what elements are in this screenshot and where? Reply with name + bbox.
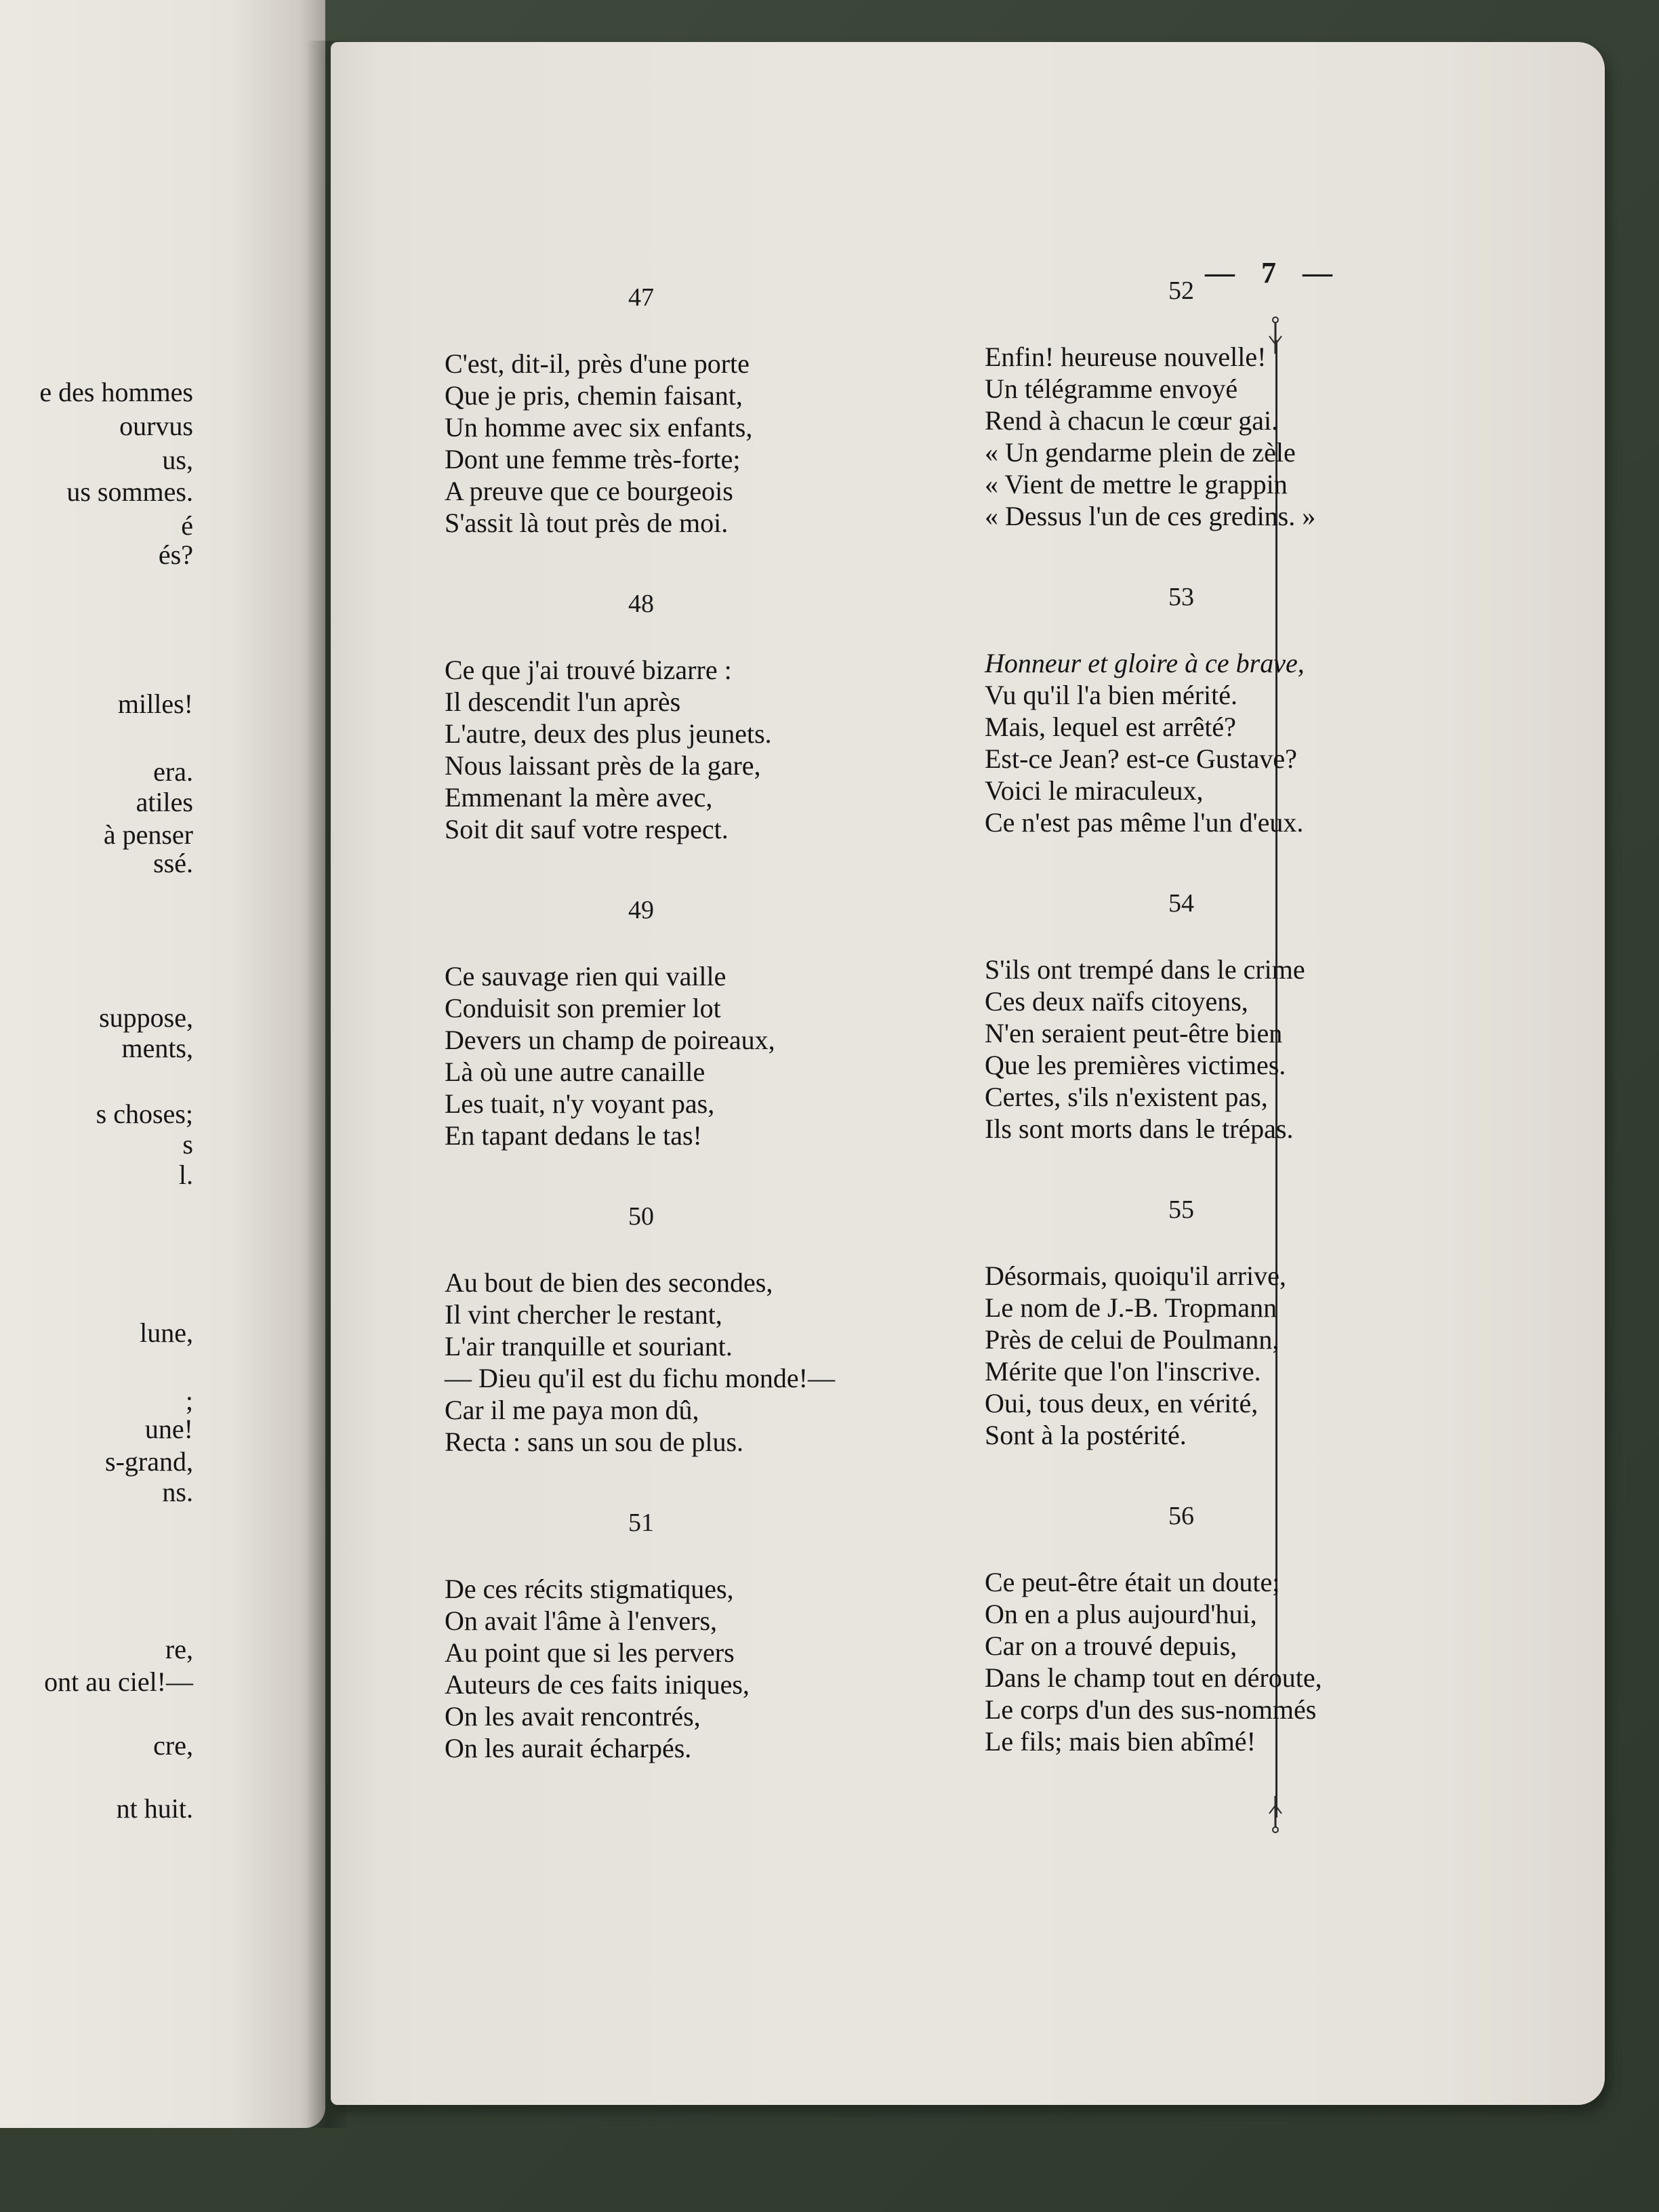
verse-line: Sont à la postérité. — [985, 1420, 1187, 1450]
verse-line: « Vient de mettre le grappin — [985, 469, 1288, 499]
stanza-lines — [985, 1566, 1473, 1757]
previous-page-line: és? — [158, 539, 193, 570]
previous-page-line: s-grand, — [105, 1446, 193, 1477]
stanza-lines — [445, 348, 933, 539]
verse-line: Le fils; mais bien abîmé! — [985, 1726, 1256, 1757]
verse-line: Devers un champ de poireaux, — [445, 1025, 775, 1055]
stanza-number: 52 — [1168, 276, 1194, 305]
verse-line: Soit dit sauf votre respect. — [445, 814, 729, 844]
verse-line: Car on a trouvé depuis, — [985, 1631, 1237, 1661]
previous-page-line: une! — [144, 1414, 193, 1444]
verse-line: Que les premières victimes. — [985, 1050, 1286, 1080]
verse-line: N'en seraient peut-être bien — [985, 1018, 1283, 1048]
previous-page-line: ; — [185, 1385, 193, 1416]
previous-page-line: à penser — [103, 819, 193, 850]
stanza-number: 50 — [628, 1202, 654, 1231]
verse-line: L'air tranquille et souriant. — [445, 1331, 733, 1361]
verse-line: S'assit là tout près de moi. — [445, 508, 729, 538]
verse-line: Au point que si les pervers — [445, 1637, 735, 1668]
previous-page-line: é — [181, 510, 193, 541]
previous-page-line: ssé. — [153, 848, 193, 878]
verse-line: Certes, s'ils n'existent pas, — [985, 1082, 1268, 1112]
verse-line: Ce sauvage rien qui vaille — [445, 961, 726, 991]
previous-page-line: l. — [178, 1160, 193, 1190]
stanza-lines — [445, 1267, 933, 1458]
verse-line: Ce n'est pas même l'un d'eux. — [985, 807, 1304, 838]
verse-line: — Dieu qu'il est du fichu monde!— — [445, 1363, 835, 1393]
verse-line: « Dessus l'un de ces gredins. » — [985, 501, 1316, 531]
stanza-number: 55 — [1168, 1195, 1194, 1224]
stanza-number: 53 — [1168, 583, 1194, 611]
verse-line: Il vint chercher le restant, — [445, 1299, 722, 1330]
verse-line: Au bout de bien des secondes, — [445, 1267, 773, 1298]
stanza-number: 47 — [628, 283, 654, 312]
stanza-number: 56 — [1168, 1502, 1194, 1530]
verse-line: Ce que j'ai trouvé bizarre : — [445, 655, 732, 685]
previous-page-line: s — [182, 1129, 193, 1160]
stanza-lines — [445, 654, 933, 845]
previous-page-line: us sommes. — [66, 476, 193, 507]
verse-line: « Un gendarme plein de zèle — [985, 437, 1296, 468]
previous-page-line: ont au ciel!— — [44, 1666, 193, 1697]
previous-page-line: s choses; — [96, 1099, 193, 1129]
previous-page-line: us, — [162, 445, 193, 475]
divider-bottom-ornament-icon — [1267, 1796, 1284, 1837]
verse-line: Emmenant la mère avec, — [445, 782, 713, 813]
stanza-lines — [445, 1573, 933, 1764]
previous-page-line: atiles — [136, 787, 193, 817]
stanza-number: 49 — [628, 896, 654, 924]
verse-line: Honneur et gloire à ce brave, — [985, 648, 1305, 678]
previous-page-line: era. — [153, 756, 193, 787]
verse-line: Un homme avec six enfants, — [445, 412, 753, 443]
verse-line: Auteurs de ces faits iniques, — [445, 1669, 750, 1700]
verse-line: Mais, lequel est arrêté? — [985, 712, 1236, 742]
stanza-number: 48 — [628, 590, 654, 618]
verse-line: On les avait rencontrés, — [445, 1701, 701, 1732]
previous-page-line: ns. — [162, 1477, 193, 1507]
stanza-number: 54 — [1168, 889, 1194, 918]
verse-line: C'est, dit-il, près d'une porte — [445, 348, 750, 379]
verse-line: L'autre, deux des plus jeunets. — [445, 718, 772, 749]
stanza-lines — [985, 647, 1473, 838]
verse-line: Recta : sans un sou de plus. — [445, 1427, 744, 1457]
verse-line: Ce peut-être était un doute; — [985, 1567, 1280, 1597]
verse-line: Désormais, quoiqu'il arrive, — [985, 1261, 1286, 1291]
verse-line: S'ils ont trempé dans le crime — [985, 954, 1305, 985]
verse-line: Près de celui de Poulmann, — [985, 1324, 1279, 1355]
verse-line: Est-ce Jean? est-ce Gustave? — [985, 743, 1297, 774]
stanza-lines — [985, 954, 1473, 1145]
verse-line: Dont une femme très-forte; — [445, 444, 741, 474]
verse-line: En tapant dedans le tas! — [445, 1120, 702, 1151]
previous-page-line: suppose, — [99, 1002, 193, 1033]
previous-page-line: ments, — [121, 1033, 193, 1063]
verse-line: Conduisit son premier lot — [445, 993, 721, 1023]
verse-line: Car il me paya mon dû, — [445, 1395, 699, 1425]
verse-line: Il descendit l'un après — [445, 687, 681, 717]
verse-line: On avait l'âme à l'envers, — [445, 1605, 718, 1636]
verse-line: Nous laissant près de la gare, — [445, 750, 761, 781]
verse-line: Un télégramme envoyé — [985, 373, 1238, 404]
verse-line: Enfin! heureuse nouvelle! — [985, 342, 1267, 372]
verse-line: Vu qu'il l'a bien mérité. — [985, 680, 1238, 710]
verse-line: De ces récits stigmatiques, — [445, 1574, 734, 1604]
page-number: — 7 — — [1205, 256, 1342, 289]
verse-line: Oui, tous deux, en vérité, — [985, 1388, 1258, 1418]
stanza-lines — [985, 341, 1473, 532]
verse-line: Le corps d'un des sus-nommés — [985, 1694, 1317, 1725]
verse-line: Mérite que l'on l'inscrive. — [985, 1356, 1261, 1387]
verse-line: Ils sont morts dans le trépas. — [985, 1113, 1294, 1144]
verse-line: On en a plus aujourd'hui, — [985, 1599, 1257, 1629]
stanza-lines — [445, 960, 933, 1151]
previous-page-line: re, — [165, 1634, 193, 1664]
verse-line: Le nom de J.-B. Tropmann — [985, 1292, 1277, 1323]
verse-line: Ces deux naïfs citoyens, — [985, 986, 1248, 1017]
stanza-number: 51 — [628, 1509, 654, 1537]
verse-line: Rend à chacun le cœur gai. — [985, 405, 1279, 436]
verse-line: Les tuait, n'y voyant pas, — [445, 1088, 715, 1119]
previous-page-line: ourvus — [119, 411, 193, 441]
verse-line: Là où une autre canaille — [445, 1057, 705, 1087]
verse-line: Dans le champ tout en déroute, — [985, 1662, 1322, 1693]
previous-page-line: lune, — [140, 1317, 193, 1348]
previous-page-line: milles! — [117, 689, 193, 719]
current-page — [331, 42, 1605, 2105]
stanza-lines — [985, 1260, 1473, 1451]
previous-page-line: e des hommes — [39, 377, 193, 407]
verse-line: Que je pris, chemin faisant, — [445, 380, 743, 411]
verse-line: Voici le miraculeux, — [985, 775, 1204, 806]
previous-page-line: cre, — [153, 1730, 193, 1761]
previous-page — [0, 0, 325, 2128]
previous-page-line: nt huit. — [116, 1793, 193, 1824]
verse-line: A preuve que ce bourgeois — [445, 476, 733, 506]
verse-line: On les aurait écharpés. — [445, 1733, 692, 1763]
